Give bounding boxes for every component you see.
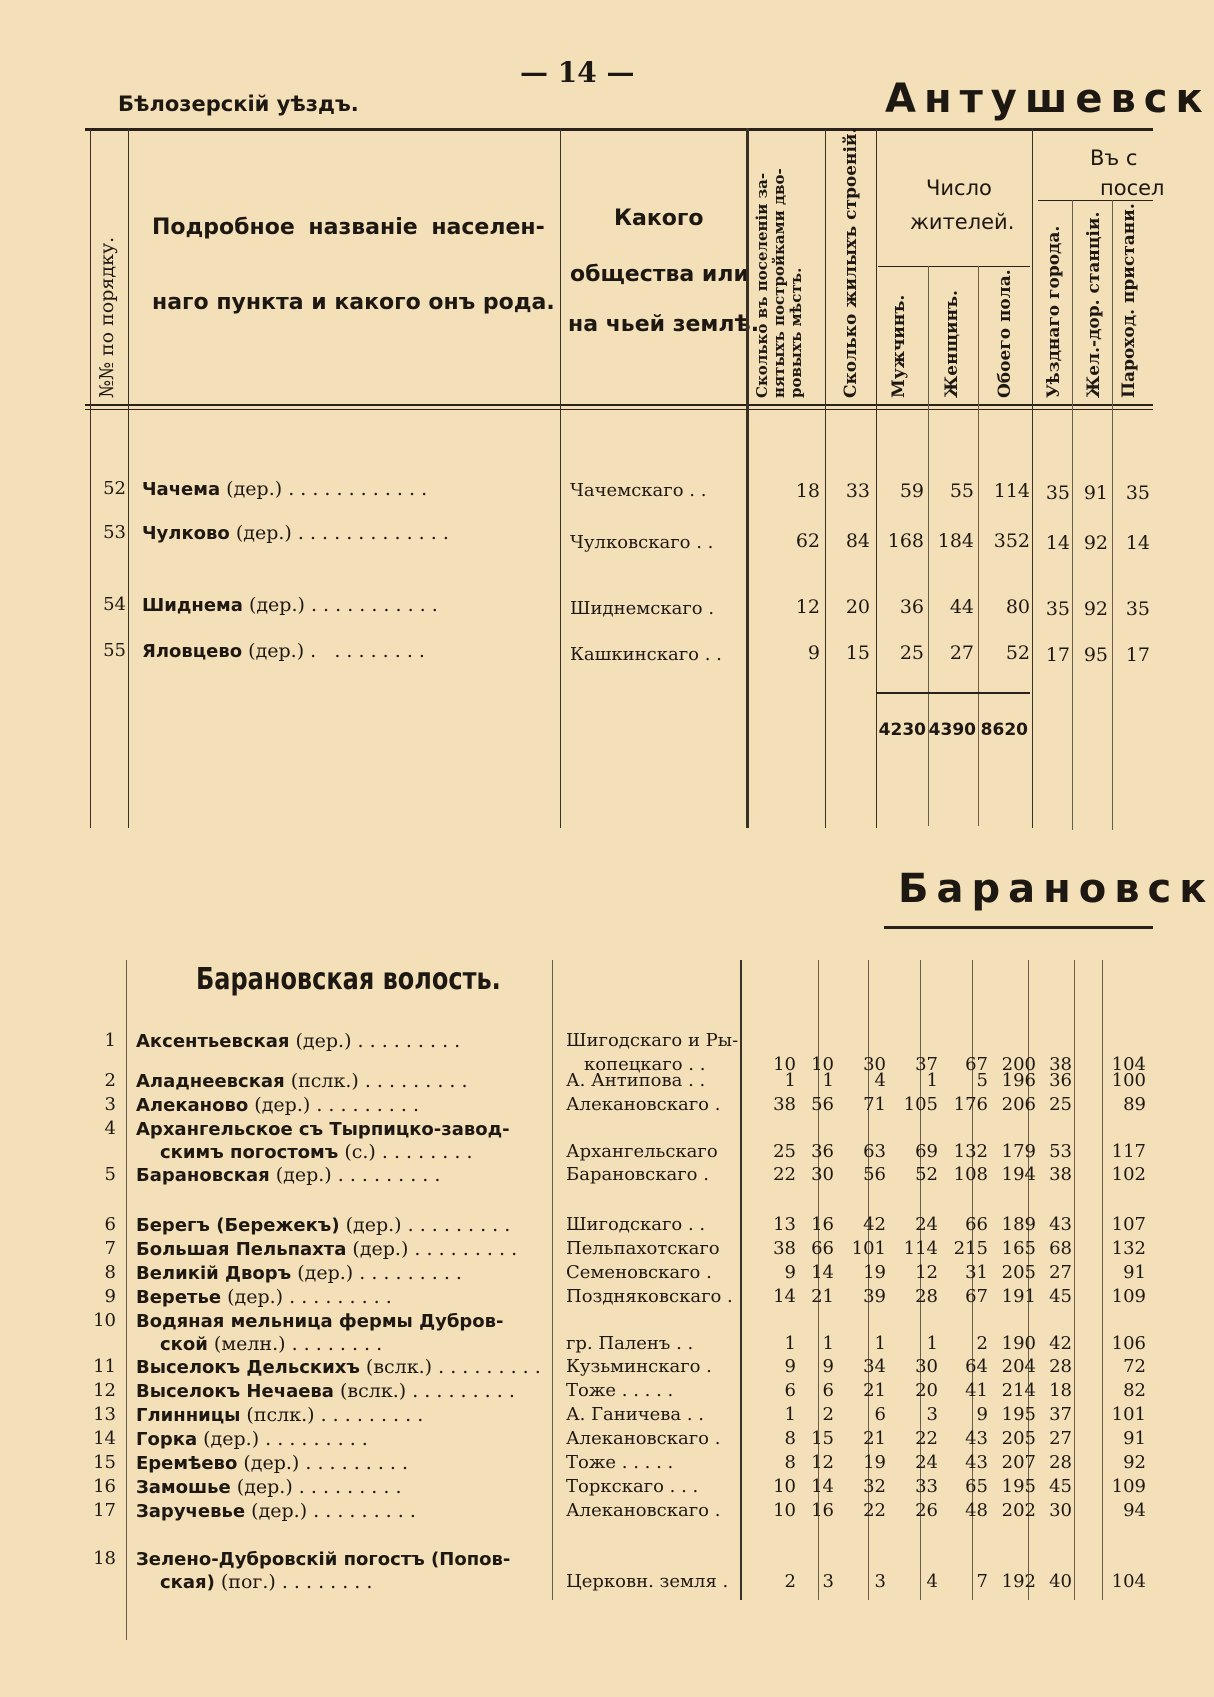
place-name-text: Алеканово xyxy=(136,1095,249,1116)
row-number: 15 xyxy=(93,1452,116,1473)
cell-m: 21 xyxy=(863,1428,886,1449)
cell-h: 10 xyxy=(773,1500,796,1521)
cell-w: 1 xyxy=(926,1070,938,1091)
cell-w: 4 xyxy=(926,1571,938,1592)
cell-t: 43 xyxy=(965,1452,988,1473)
cell-b: 16 xyxy=(811,1214,834,1235)
cell-h: 38 xyxy=(773,1094,796,1115)
place-name-text: Берегъ (Бережекъ) xyxy=(136,1215,340,1236)
cell-t: 64 xyxy=(965,1356,988,1377)
cell-d2: 38 xyxy=(1049,1054,1072,1075)
cell-m: 39 xyxy=(863,1286,886,1307)
col-line-b8 xyxy=(1074,960,1075,1600)
cell-t: 67 xyxy=(965,1286,988,1307)
place-name: Берегъ (Бережекъ) (дер.) . . . . . . . . . xyxy=(136,1214,511,1236)
cell-w: 1 xyxy=(926,1333,938,1354)
cell-t: 215 xyxy=(953,1238,988,1259)
place-name: Большая Пельпахта (дер.) . . . . . . . . . xyxy=(136,1238,518,1260)
cell-t: 108 xyxy=(953,1164,988,1185)
place-name-text: Глинницы xyxy=(136,1405,241,1426)
cell-b: 36 xyxy=(811,1141,834,1162)
cell-w: 3 xyxy=(926,1404,938,1425)
cell-h: 25 xyxy=(773,1141,796,1162)
totals-rule xyxy=(876,692,1030,694)
row-number: 3 xyxy=(104,1094,116,1115)
col-header-rail: Жел.-дор. станціи. xyxy=(1084,211,1104,398)
society: Алекановскаго . xyxy=(566,1094,721,1115)
cell-m: 101 xyxy=(851,1238,886,1259)
col-line-8 xyxy=(1032,128,1033,828)
cell-m: 56 xyxy=(863,1164,886,1185)
cell-d1: 205 xyxy=(1001,1428,1036,1449)
cell-d3: 117 xyxy=(1111,1141,1146,1162)
society: Архангельскаго xyxy=(566,1141,718,1162)
cell-d3: 102 xyxy=(1111,1164,1146,1185)
place-kind: (дер.) xyxy=(345,1214,402,1236)
society: Шигодскаго . . xyxy=(566,1214,706,1235)
place-name-text-2: ская) xyxy=(160,1572,215,1593)
place-name-text: Барановская xyxy=(136,1165,270,1186)
place-name: Великій Дворъ (дер.) . . . . . . . . . xyxy=(136,1262,462,1284)
volost-title: Барановская волость. xyxy=(196,962,501,997)
row-number: 4 xyxy=(104,1118,116,1139)
cell-b: 10 xyxy=(811,1054,834,1075)
place-name-cont: ская) (пог.) . . . . . . . . xyxy=(160,1571,373,1593)
col-line-9 xyxy=(1072,200,1073,830)
cell-d2: 18 xyxy=(1049,1380,1072,1401)
place-name xyxy=(136,1548,510,1570)
cell-d2: 27 xyxy=(1049,1262,1072,1283)
cell-d3: 101 xyxy=(1111,1404,1146,1425)
cell-h: 1 xyxy=(784,1333,796,1354)
society: Пельпахотскаго xyxy=(566,1238,720,1259)
place-name-cont: скимъ погостомъ (с.) . . . . . . . . xyxy=(160,1141,473,1163)
cell-w: 114 xyxy=(903,1238,938,1259)
cell-b: 9 xyxy=(822,1356,834,1377)
col-line-3 xyxy=(746,128,749,828)
place-name: Аксентьевская (дер.) . . . . . . . . . xyxy=(136,1030,461,1052)
cell-w: 52 xyxy=(915,1164,938,1185)
place-kind: (дер.) xyxy=(297,1262,354,1284)
place-kind: (дер.) xyxy=(236,1476,293,1498)
cell-d2: 27 xyxy=(1049,1428,1072,1449)
col-header-distance-2: посел xyxy=(1100,176,1165,200)
row-number: 1 xyxy=(104,1030,116,1051)
cell-m: 4 xyxy=(874,1070,886,1091)
society: Торкскаго . . . xyxy=(566,1476,699,1497)
cell-d3: 132 xyxy=(1111,1238,1146,1259)
cell-b: 6 xyxy=(822,1380,834,1401)
cell-d1: 195 xyxy=(1001,1404,1036,1425)
cell-h: 8 xyxy=(784,1452,796,1473)
place-kind: (дер.) xyxy=(275,1164,332,1186)
society: Кузьминскаго . xyxy=(566,1356,712,1377)
cell-d2: 30 xyxy=(1049,1500,1072,1521)
cell-d2: 28 xyxy=(1049,1356,1072,1377)
cell-b: 1 xyxy=(822,1070,834,1091)
distance-subrule xyxy=(1038,200,1153,201)
row-number: 5 xyxy=(104,1164,116,1185)
place-name: Еремѣево (дер.) . . . . . . . . . xyxy=(136,1452,409,1474)
cell-d2: 36 xyxy=(1049,1070,1072,1091)
col-line-4 xyxy=(825,128,826,828)
cell-d3: 94 xyxy=(1123,1500,1146,1521)
cell-t: 2 xyxy=(976,1333,988,1354)
row-number: 14 xyxy=(93,1428,116,1449)
col-header-households: Сколько въ поселеніи за- нятыхъ постройками дво- ровыхъ мѣстъ. xyxy=(753,168,805,398)
col-header-women: Женщинъ. xyxy=(942,290,962,398)
cell-d3: 91 xyxy=(1123,1428,1146,1449)
col-line-0 xyxy=(90,128,91,828)
cell-m: 19 xyxy=(863,1262,886,1283)
cell-t: 5 xyxy=(976,1070,988,1091)
cell-t: 132 xyxy=(953,1141,988,1162)
col-header-name-1: Подробное названіе населен- xyxy=(152,215,545,240)
col-header-society-2: общества или xyxy=(570,262,749,287)
cell-d3: 92 xyxy=(1123,1452,1146,1473)
place-kind: (дер.) xyxy=(227,1286,284,1308)
cell-d1: 207 xyxy=(1001,1452,1036,1473)
cell-d1: 179 xyxy=(1001,1141,1036,1162)
cell-d3: 100 xyxy=(1111,1070,1146,1091)
cell-d3: 109 xyxy=(1111,1286,1146,1307)
row-number: 9 xyxy=(104,1286,116,1307)
society: А. Ганичева . . xyxy=(566,1404,705,1425)
place-kind: (с.) xyxy=(344,1141,376,1163)
cell-w: 105 xyxy=(903,1094,938,1115)
col-header-town: Уѣзднаго города. xyxy=(1044,225,1064,398)
cell-d1: 205 xyxy=(1001,1262,1036,1283)
col-header-no: №№ по порядку. xyxy=(96,236,118,398)
place-name: Заручевье (дер.) . . . . . . . . . xyxy=(136,1500,416,1522)
section-title-bottom: Барановск xyxy=(898,866,1214,912)
cell-w: 24 xyxy=(915,1452,938,1473)
place-kind: (пог.) xyxy=(220,1571,276,1593)
col-header-inhabitants-2: жителей. xyxy=(910,210,1015,234)
cell-b: 3 xyxy=(822,1571,834,1592)
col-header-buildings: Сколько жилыхъ строеній. xyxy=(841,127,861,398)
cell-d2: 40 xyxy=(1049,1571,1072,1592)
cell-d3: 104 xyxy=(1111,1571,1146,1592)
cell-h: 38 xyxy=(773,1238,796,1259)
place-kind: (дер.) xyxy=(254,1094,311,1116)
place-name: Горка (дер.) . . . . . . . . . xyxy=(136,1428,368,1450)
cell-d1: 190 xyxy=(1001,1333,1036,1354)
society: Шигодскаго и Ры- xyxy=(566,1030,739,1051)
cell-b: 16 xyxy=(811,1500,834,1521)
society: Семеновскаго . xyxy=(566,1262,712,1283)
place-name-text: Архангельское съ Тырпицко-завод- xyxy=(136,1119,510,1140)
inhabitants-subrule xyxy=(878,266,1030,267)
cell-d1: 165 xyxy=(1001,1238,1036,1259)
col-line-1 xyxy=(128,128,129,828)
cell-t: 31 xyxy=(965,1262,988,1283)
cell-h: 8 xyxy=(784,1428,796,1449)
cell-w: 22 xyxy=(915,1428,938,1449)
cell-b: 21 xyxy=(811,1286,834,1307)
cell-w: 30 xyxy=(915,1356,938,1377)
place-kind: (вслк.) xyxy=(365,1356,433,1378)
cell-m: 71 xyxy=(863,1094,886,1115)
cell-d1: 204 xyxy=(1001,1356,1036,1377)
cell-d1: 200 xyxy=(1001,1054,1036,1075)
cell-d2: 53 xyxy=(1049,1141,1072,1162)
cell-d1: 206 xyxy=(1001,1094,1036,1115)
place-name-text: Зелено-Дубровскій погостъ (Попов- xyxy=(136,1549,511,1570)
place-name-text: Выселокъ Нечаева xyxy=(136,1381,334,1402)
cell-d3: 106 xyxy=(1111,1333,1146,1354)
place-kind: (мелн.) xyxy=(213,1333,286,1355)
cell-h: 10 xyxy=(773,1054,796,1075)
cell-d2: 25 xyxy=(1049,1094,1072,1115)
place-kind: (дер.) xyxy=(243,1452,300,1474)
cell-m: 42 xyxy=(863,1214,886,1235)
cell-d2: 42 xyxy=(1049,1333,1072,1354)
cell-d1: 202 xyxy=(1001,1500,1036,1521)
place-kind: (пслк.) xyxy=(246,1404,315,1426)
society: Тоже . . . . . xyxy=(566,1452,674,1473)
col-header-society-3: на чьей землѣ. xyxy=(568,312,760,337)
section-title-bottom-rule xyxy=(884,926,1153,929)
place-kind: (дер.) xyxy=(295,1030,352,1052)
col-line-b2 xyxy=(740,960,742,1600)
row-number: 18 xyxy=(93,1548,116,1569)
col-header-both: Обоего пола. xyxy=(995,269,1015,398)
cell-m: 3 xyxy=(874,1571,886,1592)
place-name-text: Большая Пельпахта xyxy=(136,1239,347,1260)
place-name: Выселокъ Нечаева (вслк.) . . . . . . . . . xyxy=(136,1380,515,1402)
place-name: Веретье (дер.) . . . . . . . . . xyxy=(136,1286,392,1308)
society: Алекановскаго . xyxy=(566,1500,721,1521)
page-number: — 14 — xyxy=(520,56,635,89)
section-title-top: Антушевск xyxy=(885,76,1211,122)
col-header-men: Мужчинъ. xyxy=(889,294,909,398)
header-top-rule xyxy=(85,128,1153,131)
place-name-text: Заручевье xyxy=(136,1501,246,1522)
cell-h: 14 xyxy=(773,1286,796,1307)
cell-b: 56 xyxy=(811,1094,834,1115)
cell-t: 41 xyxy=(965,1380,988,1401)
cell-t: 48 xyxy=(965,1500,988,1521)
cell-h: 6 xyxy=(784,1380,796,1401)
place-name-text: Великій Дворъ xyxy=(136,1263,292,1284)
place-name-text: Замошье xyxy=(136,1477,231,1498)
col-line-6 xyxy=(928,266,929,826)
col-header-inhabitants-1: Число xyxy=(926,176,992,200)
cell-b: 30 xyxy=(811,1164,834,1185)
place-name-text: Водяная мельница фермы Дубров- xyxy=(136,1311,504,1332)
cell-t: 43 xyxy=(965,1428,988,1449)
cell-w: 26 xyxy=(915,1500,938,1521)
col-line-10 xyxy=(1112,200,1113,830)
place-name-text: Еремѣево xyxy=(136,1453,238,1474)
cell-d1: 192 xyxy=(1001,1571,1036,1592)
cell-d3: 107 xyxy=(1111,1214,1146,1235)
col-header-pier: Пароход. пристани. xyxy=(1119,203,1139,398)
cell-d3: 82 xyxy=(1123,1380,1146,1401)
place-kind: (дер.) xyxy=(352,1238,409,1260)
cell-h: 1 xyxy=(784,1070,796,1091)
place-name: Барановская (дер.) . . . . . . . . . xyxy=(136,1164,441,1186)
cell-h: 9 xyxy=(784,1356,796,1377)
place-name: Замошье (дер.) . . . . . . . . . xyxy=(136,1476,402,1498)
society: Церковн. земля . xyxy=(566,1571,729,1592)
cell-d1: 189 xyxy=(1001,1214,1036,1235)
cell-t: 66 xyxy=(965,1214,988,1235)
place-name: Аладнеевская (пслк.) . . . . . . . . . xyxy=(136,1070,468,1092)
place-kind: (дер.) xyxy=(203,1428,260,1450)
cell-d1: 195 xyxy=(1001,1476,1036,1497)
cell-d2: 45 xyxy=(1049,1476,1072,1497)
cell-d1: 191 xyxy=(1001,1286,1036,1307)
place-kind: (пслк.) xyxy=(290,1070,359,1092)
cell-b: 14 xyxy=(811,1262,834,1283)
cell-h: 1 xyxy=(784,1404,796,1425)
place-name-text-2: скимъ погостомъ xyxy=(160,1142,339,1163)
cell-h: 13 xyxy=(773,1214,796,1235)
cell-d1: 196 xyxy=(1001,1070,1036,1091)
place-kind: (вслк.) xyxy=(340,1380,407,1402)
district-title: Бѣлозерскій уѣздъ. xyxy=(118,92,359,116)
society: А. Антипова . . xyxy=(566,1070,706,1091)
cell-d3: 91 xyxy=(1123,1262,1146,1283)
cell-m: 22 xyxy=(863,1500,886,1521)
cell-d2: 28 xyxy=(1049,1452,1072,1473)
cell-b: 12 xyxy=(811,1452,834,1473)
cell-w: 20 xyxy=(915,1380,938,1401)
place-name-text: Аксентьевская xyxy=(136,1031,290,1052)
col-line-2 xyxy=(560,128,561,828)
cell-m: 30 xyxy=(863,1054,886,1075)
cell-m: 34 xyxy=(863,1356,886,1377)
cell-h: 9 xyxy=(784,1262,796,1283)
cell-d2: 37 xyxy=(1049,1404,1072,1425)
cell-m: 32 xyxy=(863,1476,886,1497)
cell-h: 2 xyxy=(784,1571,796,1592)
society-cont: копецкаго . . xyxy=(584,1054,706,1075)
cell-d1: 214 xyxy=(1001,1380,1036,1401)
society: Поздняковскаго . xyxy=(566,1286,733,1307)
place-name-cont: ской (мелн.) . . . . . . . . xyxy=(160,1333,383,1355)
cell-w: 28 xyxy=(915,1286,938,1307)
place-name: Глинницы (пслк.) . . . . . . . . . xyxy=(136,1404,424,1426)
place-name: Выселокъ Дельскихъ (вслк.) . . . . . . . . . xyxy=(136,1356,541,1378)
row-number: 8 xyxy=(104,1262,116,1283)
row-number: 12 xyxy=(93,1380,116,1401)
cell-b: 14 xyxy=(811,1476,834,1497)
cell-d3: 104 xyxy=(1111,1054,1146,1075)
cell-w: 37 xyxy=(915,1054,938,1075)
col-header-society-1: Какого xyxy=(614,206,704,231)
cell-d2: 45 xyxy=(1049,1286,1072,1307)
cell-t: 65 xyxy=(965,1476,988,1497)
place-name-text: Выселокъ Дельскихъ xyxy=(136,1357,360,1378)
cell-b: 15 xyxy=(811,1428,834,1449)
header-bottom-rule-2 xyxy=(85,409,1153,410)
cell-w: 24 xyxy=(915,1214,938,1235)
place-name xyxy=(136,1118,510,1140)
cell-d2: 38 xyxy=(1049,1164,1072,1185)
cell-m: 63 xyxy=(863,1141,886,1162)
cell-m: 19 xyxy=(863,1452,886,1473)
col-line-7 xyxy=(978,266,979,826)
row-number: 10 xyxy=(93,1310,116,1331)
cell-m: 6 xyxy=(874,1404,886,1425)
cell-t: 67 xyxy=(965,1054,988,1075)
cell-h: 22 xyxy=(773,1164,796,1185)
society: Алекановскаго . xyxy=(566,1428,721,1449)
society: гр. Паленъ . . xyxy=(566,1333,694,1354)
place-name-text: Аладнеевская xyxy=(136,1071,285,1092)
place-name-text: Горка xyxy=(136,1429,198,1450)
place-name-text: Веретье xyxy=(136,1287,222,1308)
header-bottom-rule xyxy=(85,404,1153,406)
cell-d3: 89 xyxy=(1123,1094,1146,1115)
row-number: 2 xyxy=(104,1070,116,1091)
place-name xyxy=(136,1310,504,1332)
cell-m: 1 xyxy=(874,1333,886,1354)
col-line-b1 xyxy=(552,960,553,1600)
place-name-text-2: ской xyxy=(160,1334,208,1355)
col-line-b0 xyxy=(126,960,127,1640)
cell-t: 7 xyxy=(976,1571,988,1592)
cell-h: 10 xyxy=(773,1476,796,1497)
cell-b: 2 xyxy=(822,1404,834,1425)
cell-t: 176 xyxy=(953,1094,988,1115)
cell-w: 69 xyxy=(915,1141,938,1162)
col-header-distance-1: Въ с xyxy=(1090,146,1138,170)
cell-w: 33 xyxy=(915,1476,938,1497)
cell-d1: 194 xyxy=(1001,1164,1036,1185)
cell-b: 66 xyxy=(811,1238,834,1259)
row-number: 16 xyxy=(93,1476,116,1497)
col-header-name-2: наго пункта и какого онъ рода. xyxy=(152,290,555,315)
cell-b: 1 xyxy=(822,1333,834,1354)
cell-d2: 68 xyxy=(1049,1238,1072,1259)
cell-d3: 72 xyxy=(1123,1356,1146,1377)
society: Тоже . . . . . xyxy=(566,1380,674,1401)
cell-w: 12 xyxy=(915,1262,938,1283)
row-number: 17 xyxy=(93,1500,116,1521)
place-kind: (дер.) xyxy=(251,1500,308,1522)
row-number: 7 xyxy=(104,1238,116,1259)
society: Барановскаго . xyxy=(566,1164,709,1185)
row-number: 6 xyxy=(104,1214,116,1235)
cell-m: 21 xyxy=(863,1380,886,1401)
cell-d2: 43 xyxy=(1049,1214,1072,1235)
row-number: 13 xyxy=(93,1404,116,1425)
cell-t: 9 xyxy=(976,1404,988,1425)
row-number: 11 xyxy=(93,1356,116,1377)
cell-d3: 109 xyxy=(1111,1476,1146,1497)
place-name: Алеканово (дер.) . . . . . . . . . xyxy=(136,1094,419,1116)
